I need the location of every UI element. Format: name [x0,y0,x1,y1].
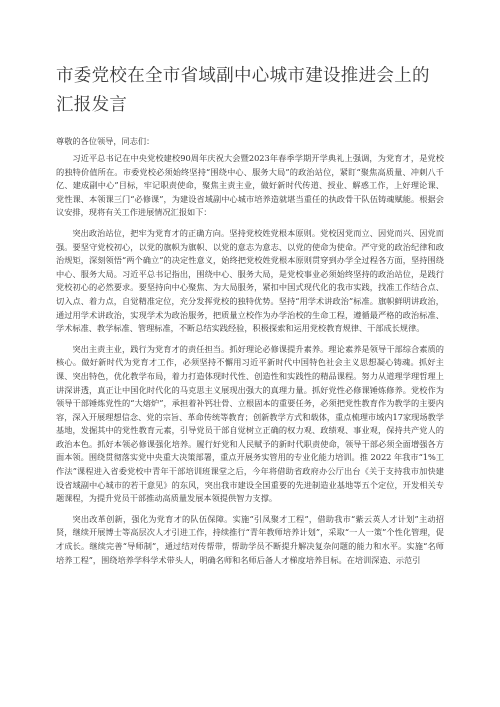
paragraph-intro: 习近平总书记在中央党校建校90周年庆祝大会暨2023年春季学期开学典礼上强调，为党育才，是党校的独特价值所在。市委党校必须始终坚持“围绕中心、服务大局”的政治站位，紧盯“聚焦高质量、冲刺八千亿、建成副中心”目标，牢记职责使命，聚焦主责主业，做好新时代传道、授业、解惑工作，上好理论课、党性课、本领课三门“必修课”，为建设省域副中心城市培养造就堪当重任的执政骨干队伍铸魂赋能。根据会议安排，现将有关工作进展情况汇报如下： [56,153,444,218]
paragraph-political-position: 突出政治站位，把牢为党育才的正确方向。坚持党校姓党根本原则。党校因党而立、因党而兴、因党而强。要坚守党校初心，以党的旗帜为旗帜、以党的意志为意志、以党的使命为使命。严守党的政治纪律和政治规矩，深刻领悟“两个确立”的决定性意义，始终把党校姓党根本原则贯穿到办学全过程各方面，坚持围绕中心、服务大局。习近平总书记指出，围绕中心、服务大局，是党校事业必须始终坚持的政治站位，是践行党校初心的必然要求。要坚持向中心聚焦、为大局服务，紧扣中国式现代化的我市实践，找准工作结合点、切入点、着力点，自觉精准定位，充分发挥党校的独特优势。坚持“用学术讲政治”标准。旗帜鲜明讲政治，通过用学术讲政治，实现学术为政治服务，把质量立校作为办学治校的生命工程，遵循最严格的政治标准、学术标准、教学标准、管理标准，不断总结实践经验，积极探索和运用党校教育规律、干部成长规律。 [56,227,444,334]
document-title: 市委党校在全市省域副中心城市建设推进会上的汇报发言 [56,66,430,115]
paragraph-main-responsibility: 突出主责主业，践行为党育才的责任担当。抓好理论必修课提升素养。理论素养是领导干部综合素质的核心。做好新时代为党育才工作，必须坚持不懈用习近平新时代中国特色社会主义思想凝心铸魂。抓好主课、突出特色，优化教学布局，着力打造体现时代性、创造性和实践性的精品课程。努力从道理学理哲理上讲深讲透，真正让中国化时代化的马克思主义展现出强大的真理力量。抓好党性必修课锤炼修养。党校作为领导干部锤炼党性的“大熔炉”，承担着补钙壮骨、立根固本的重要任务，必须把党性教育作为教学的主要内容，深入开展理想信念、党的宗旨、革命传统等教育；创新教学方式和载体，重点梳理市域内17家现场教学基地，发掘其中的党性教育元素，引导党员干部自觉树立正确的权力观、政绩观、事业观，保持共产党人的政治本色。抓好本领必修课强化培养。履行好党和人民赋予的新时代职责使命，领导干部必须全面增强各方面本领。围绕贯彻落实党中央重大决策部署，重点开展务实管用的专业化能力培训。推 2022 年我市“1%工作法”课程进入省委党校中青年干部培训班课堂之后，今年将借助省政府办公厅出台《关于支持我市加快建设省域副中心城市的若干意见》的东风，突出我市建设全国重要的先进制造业基地等五个定位，开发相关专题课程，为提升党员干部推动高质量发展本领提供智力支撑。 [56,343,444,504]
greeting: 尊敬的各位领导，同志们： [56,136,155,146]
paragraph-reform-innovation: 突出改革创新，强化为党育才的队伍保障。实施“引凤聚才工程”，借助我市“紫云英人才计划”主动招贤，继续开展博士等高层次人才引进工作，持续推行“青年教师培养计划”，采取“一人一策”个性化管理，促才成长。继续完善“导师制”，通过结对传帮带，帮助学员不断提升解决复杂问题的能力和水平。实施“名师培养工程”，围绕培养学科学术带头人，明确名师和名师后备人才梯度培养目标。在培训深造、示范引 [56,513,444,565]
